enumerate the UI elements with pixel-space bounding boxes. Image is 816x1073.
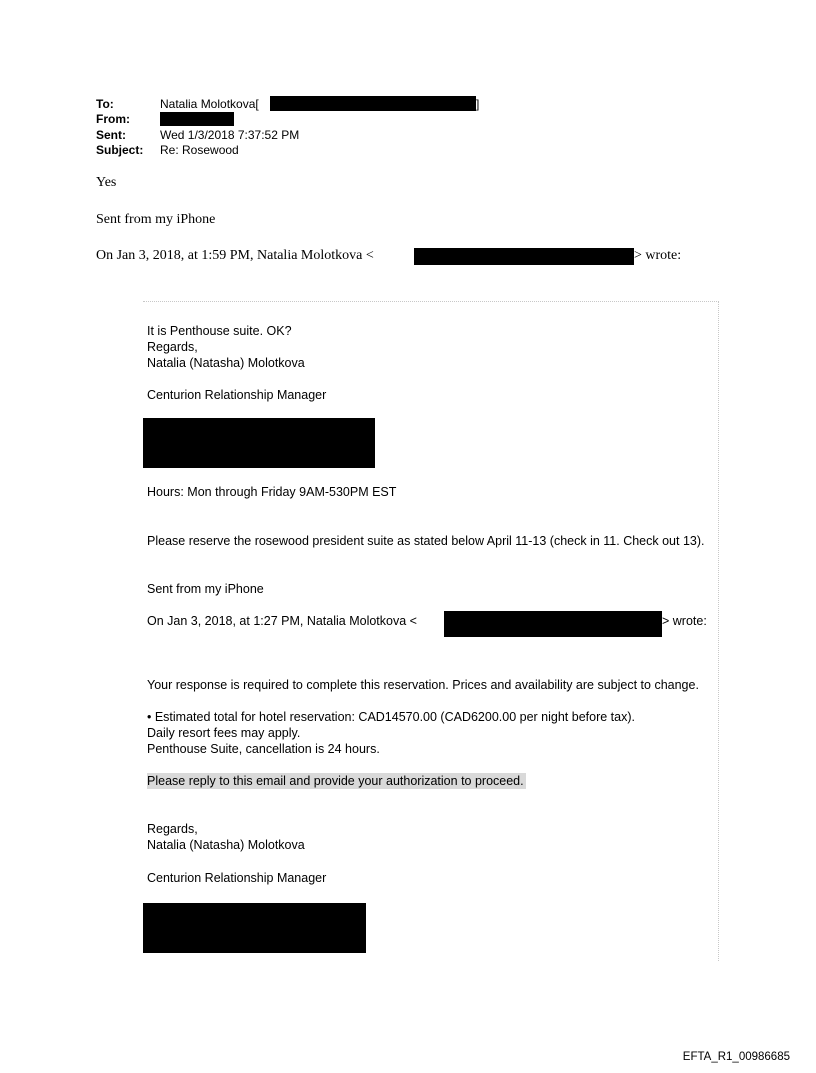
subject-value: Re: Rosewood <box>160 143 239 157</box>
quoted-intro2: On Jan 3, 2018, at 1:27 PM, Natalia Molotkova < <box>147 614 417 628</box>
sent-label: Sent: <box>96 128 126 142</box>
quoted-request: Please reserve the rosewood president suite as stated below April 11-13 (check in 11. Check out 13). <box>147 534 705 548</box>
quoted-resort-fees: Daily resort fees may apply. <box>147 726 301 740</box>
quoted-cancellation: Penthouse Suite, cancellation is 24 hours. <box>147 742 380 756</box>
email-header <box>0 0 816 170</box>
quoted-title: Centurion Relationship Manager <box>147 388 327 402</box>
quoted-intro2-suffix: > wrote: <box>662 614 707 628</box>
to-value-suffix: ] <box>476 97 480 111</box>
quoted-regards: Regards, <box>147 340 198 354</box>
redacted-email-1 <box>414 248 634 265</box>
redacted-signature-2 <box>143 903 366 953</box>
quoted-name: Natalia (Natasha) Molotkova <box>147 356 305 370</box>
quoted-line1: It is Penthouse suite. OK? <box>147 324 292 338</box>
redacted-signature-1 <box>143 418 375 468</box>
quote-intro: On Jan 3, 2018, at 1:59 PM, Natalia Molotkova < <box>96 248 374 263</box>
quoted-sent-from-iphone: Sent from my iPhone <box>147 582 264 596</box>
to-label: To: <box>96 97 114 111</box>
from-label: From: <box>96 112 130 126</box>
document-id: EFTA_R1_00986685 <box>682 1051 790 1063</box>
quoted-title2: Centurion Relationship Manager <box>147 871 327 885</box>
redacted-to-email <box>270 96 476 111</box>
quoted-authorization <box>147 774 526 790</box>
quoted-hours: Hours: Mon through Friday 9AM-530PM EST <box>147 485 397 499</box>
to-value: Natalia Molotkova[ <box>160 97 259 111</box>
reply-text: Yes <box>96 175 117 190</box>
sent-value: Wed 1/3/2018 7:37:52 PM <box>160 128 300 142</box>
quote-intro-suffix: > wrote: <box>634 248 682 263</box>
sent-from-iphone: Sent from my iPhone <box>96 212 216 227</box>
authorization-highlight: Please reply to this email and provide your authorization to proceed. <box>147 774 524 788</box>
quoted-regards2: Regards, <box>147 822 198 836</box>
redacted-from <box>160 112 234 126</box>
subject-label: Subject: <box>96 143 144 157</box>
quoted-estimate: • Estimated total for hotel reservation: CAD14570.00 (CAD6200.00 per night before tax). <box>147 710 635 724</box>
redacted-email-2 <box>444 611 662 637</box>
quoted-response-required: Your response is required to complete this reservation. Prices and availability are subject to change. <box>147 678 699 692</box>
quoted-name2: Natalia (Natasha) Molotkova <box>147 838 305 852</box>
